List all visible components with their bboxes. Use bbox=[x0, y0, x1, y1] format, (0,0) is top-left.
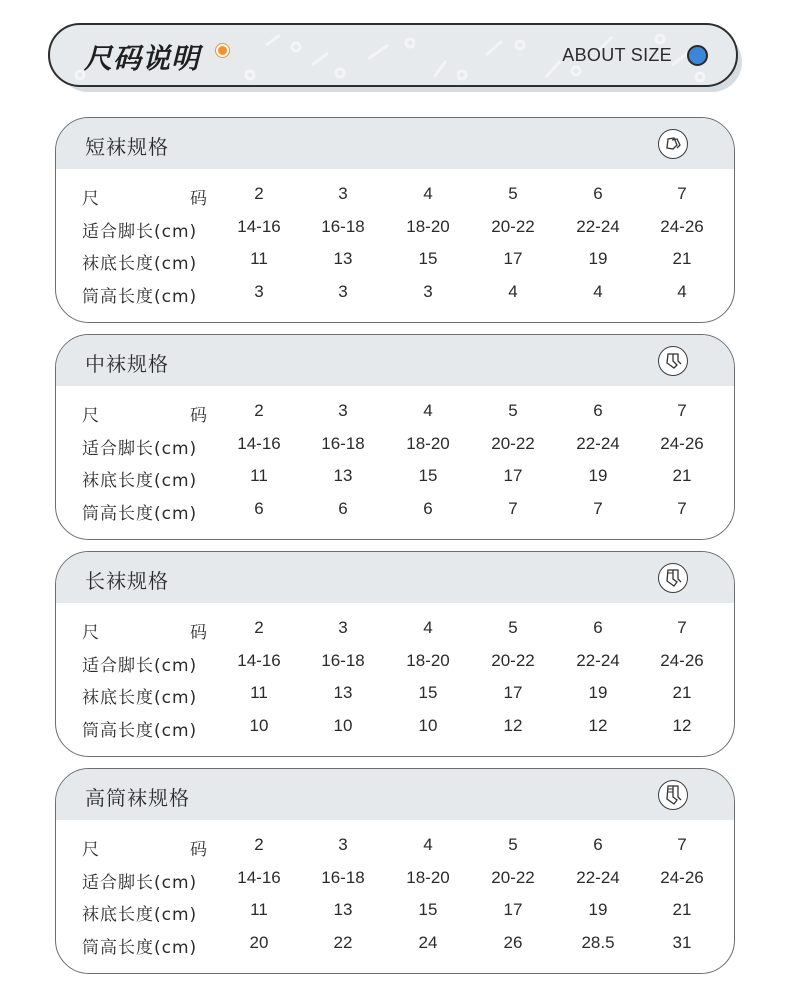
cell: 6 bbox=[593, 184, 603, 203]
cell: 13 bbox=[333, 466, 353, 485]
row-label-b: 码 bbox=[190, 623, 207, 643]
cell: 2 bbox=[254, 835, 264, 854]
cell: 3 bbox=[338, 281, 348, 301]
table-row bbox=[56, 651, 734, 684]
cell: 17 bbox=[503, 900, 523, 919]
blue-dot-icon bbox=[687, 45, 708, 66]
cell: 24-26 bbox=[660, 216, 704, 236]
cell: 21 bbox=[672, 249, 692, 268]
section-title: 高筒袜规格 bbox=[85, 786, 190, 810]
section-high-socks bbox=[55, 768, 735, 974]
cell: 21 bbox=[672, 900, 692, 919]
cell: 18-20 bbox=[406, 650, 450, 670]
row-label: 适合脚长(cm) bbox=[82, 655, 198, 676]
section-short-socks bbox=[55, 117, 735, 323]
cell: 3 bbox=[338, 184, 348, 203]
row-label: 袜底长度(cm) bbox=[82, 688, 198, 708]
cell: 5 bbox=[508, 835, 518, 854]
section-header bbox=[56, 335, 734, 386]
table-row bbox=[56, 282, 734, 315]
table-row bbox=[56, 249, 734, 282]
row-label: 尺 bbox=[82, 189, 100, 209]
cell: 20 bbox=[249, 932, 269, 952]
table-row bbox=[56, 217, 734, 250]
size-table bbox=[56, 835, 734, 965]
table-row bbox=[56, 434, 734, 467]
cell: 15 bbox=[418, 900, 438, 919]
cell: 3 bbox=[423, 281, 433, 301]
cell: 28.5 bbox=[581, 932, 615, 952]
section-header bbox=[56, 118, 734, 169]
cell: 10 bbox=[333, 715, 353, 735]
row-label: 筒高长度(cm) bbox=[82, 720, 198, 741]
cell: 10 bbox=[418, 715, 438, 735]
cell: 24-26 bbox=[660, 433, 704, 453]
short-sock-icon bbox=[658, 129, 688, 159]
cell: 11 bbox=[250, 683, 268, 702]
cell: 4 bbox=[423, 184, 433, 203]
cell: 7 bbox=[677, 184, 687, 203]
cell: 24-26 bbox=[660, 867, 704, 887]
size-table bbox=[56, 618, 734, 748]
cell: 6 bbox=[593, 401, 603, 420]
row-label: 筒高长度(cm) bbox=[82, 286, 198, 307]
cell: 20-22 bbox=[491, 650, 535, 670]
cell: 18-20 bbox=[406, 216, 450, 236]
cell: 16-18 bbox=[321, 650, 365, 670]
row-label: 尺 bbox=[82, 623, 100, 643]
table-row bbox=[56, 184, 734, 217]
table-row bbox=[56, 401, 734, 434]
row-label: 筒高长度(cm) bbox=[82, 937, 198, 958]
cell: 26 bbox=[503, 932, 523, 952]
size-table bbox=[56, 184, 734, 314]
cell: 22 bbox=[333, 932, 353, 952]
cell: 12 bbox=[588, 715, 608, 735]
row-label: 袜底长度(cm) bbox=[82, 471, 198, 491]
cell: 4 bbox=[423, 401, 433, 420]
cell: 16-18 bbox=[321, 216, 365, 236]
cell: 19 bbox=[588, 900, 608, 919]
cell: 3 bbox=[338, 618, 348, 637]
cell: 21 bbox=[672, 683, 692, 702]
cell: 19 bbox=[588, 683, 608, 702]
cell: 7 bbox=[508, 498, 518, 518]
cell: 13 bbox=[333, 249, 353, 268]
cell: 3 bbox=[338, 401, 348, 420]
cell: 7 bbox=[677, 618, 687, 637]
table-row bbox=[56, 683, 734, 716]
cell: 10 bbox=[249, 715, 269, 735]
cell: 22-24 bbox=[576, 433, 620, 453]
cell: 19 bbox=[588, 466, 608, 485]
row-label: 适合脚长(cm) bbox=[82, 221, 198, 242]
cell: 20-22 bbox=[491, 867, 535, 887]
size-table bbox=[56, 401, 734, 531]
row-label: 尺 bbox=[82, 406, 100, 426]
cell: 7 bbox=[677, 401, 687, 420]
cell: 5 bbox=[508, 401, 518, 420]
cell: 21 bbox=[672, 466, 692, 485]
cell: 2 bbox=[254, 618, 264, 637]
table-row bbox=[56, 716, 734, 749]
mid-sock-icon bbox=[658, 346, 688, 376]
table-row bbox=[56, 868, 734, 901]
cell: 4 bbox=[677, 281, 687, 301]
cell: 6 bbox=[338, 498, 348, 518]
cell: 15 bbox=[418, 683, 438, 702]
cell: 13 bbox=[333, 900, 353, 919]
cell: 15 bbox=[418, 249, 438, 268]
cell: 20-22 bbox=[491, 433, 535, 453]
section-header bbox=[56, 769, 734, 820]
table-row bbox=[56, 466, 734, 499]
section-title: 短袜规格 bbox=[85, 135, 169, 159]
cell: 16-18 bbox=[321, 867, 365, 887]
cell: 4 bbox=[423, 835, 433, 854]
cell: 11 bbox=[250, 249, 268, 268]
cell: 14-16 bbox=[237, 650, 281, 670]
cell: 7 bbox=[593, 498, 603, 518]
cell: 24-26 bbox=[660, 650, 704, 670]
cell: 6 bbox=[593, 618, 603, 637]
long-sock-icon bbox=[658, 563, 688, 593]
high-sock-icon bbox=[658, 780, 688, 810]
cell: 7 bbox=[677, 835, 687, 854]
cell: 2 bbox=[254, 401, 264, 420]
cell: 17 bbox=[503, 249, 523, 268]
row-label: 尺 bbox=[82, 840, 100, 860]
table-row bbox=[56, 835, 734, 868]
cell: 13 bbox=[333, 683, 353, 702]
cell: 24 bbox=[418, 932, 438, 952]
cell: 16-18 bbox=[321, 433, 365, 453]
cell: 14-16 bbox=[237, 867, 281, 887]
cell: 12 bbox=[672, 715, 692, 735]
cell: 17 bbox=[503, 466, 523, 485]
cell: 7 bbox=[677, 498, 687, 518]
row-label: 袜底长度(cm) bbox=[82, 905, 198, 925]
cell: 6 bbox=[423, 498, 433, 518]
cell: 22-24 bbox=[576, 650, 620, 670]
row-label: 适合脚长(cm) bbox=[82, 438, 198, 459]
cell: 17 bbox=[503, 683, 523, 702]
row-label-b: 码 bbox=[190, 189, 207, 209]
section-long-socks bbox=[55, 551, 735, 757]
orange-dot-icon bbox=[216, 44, 229, 57]
cell: 5 bbox=[508, 618, 518, 637]
cell: 4 bbox=[593, 281, 603, 301]
cell: 5 bbox=[508, 184, 518, 203]
cell: 18-20 bbox=[406, 867, 450, 887]
table-row bbox=[56, 618, 734, 651]
section-header bbox=[56, 552, 734, 603]
banner-title: 尺码说明 bbox=[84, 42, 201, 75]
cell: 4 bbox=[508, 281, 518, 301]
table-row bbox=[56, 499, 734, 532]
cell: 6 bbox=[593, 835, 603, 854]
section-title: 中袜规格 bbox=[85, 352, 169, 376]
section-title: 长袜规格 bbox=[85, 569, 169, 593]
cell: 22-24 bbox=[576, 216, 620, 236]
cell: 19 bbox=[588, 249, 608, 268]
cell: 3 bbox=[338, 835, 348, 854]
cell: 2 bbox=[254, 184, 264, 203]
cell: 14-16 bbox=[237, 216, 281, 236]
cell: 20-22 bbox=[491, 216, 535, 236]
row-label-b: 码 bbox=[190, 840, 207, 860]
cell: 18-20 bbox=[406, 433, 450, 453]
row-label: 袜底长度(cm) bbox=[82, 254, 198, 274]
cell: 31 bbox=[672, 932, 692, 952]
row-label-b: 码 bbox=[190, 406, 207, 426]
section-mid-socks bbox=[55, 334, 735, 540]
row-label: 适合脚长(cm) bbox=[82, 872, 198, 893]
banner-subtitle: ABOUT SIZE bbox=[562, 45, 672, 65]
cell: 11 bbox=[250, 900, 268, 919]
row-label: 筒高长度(cm) bbox=[82, 503, 198, 524]
cell: 22-24 bbox=[576, 867, 620, 887]
cell: 11 bbox=[250, 466, 268, 485]
cell: 14-16 bbox=[237, 433, 281, 453]
cell: 4 bbox=[423, 618, 433, 637]
cell: 12 bbox=[503, 715, 523, 735]
cell: 6 bbox=[254, 498, 264, 518]
table-row bbox=[56, 900, 734, 933]
cell: 15 bbox=[418, 466, 438, 485]
size-guide-banner bbox=[48, 23, 738, 87]
table-row bbox=[56, 933, 734, 966]
cell: 3 bbox=[254, 281, 264, 301]
